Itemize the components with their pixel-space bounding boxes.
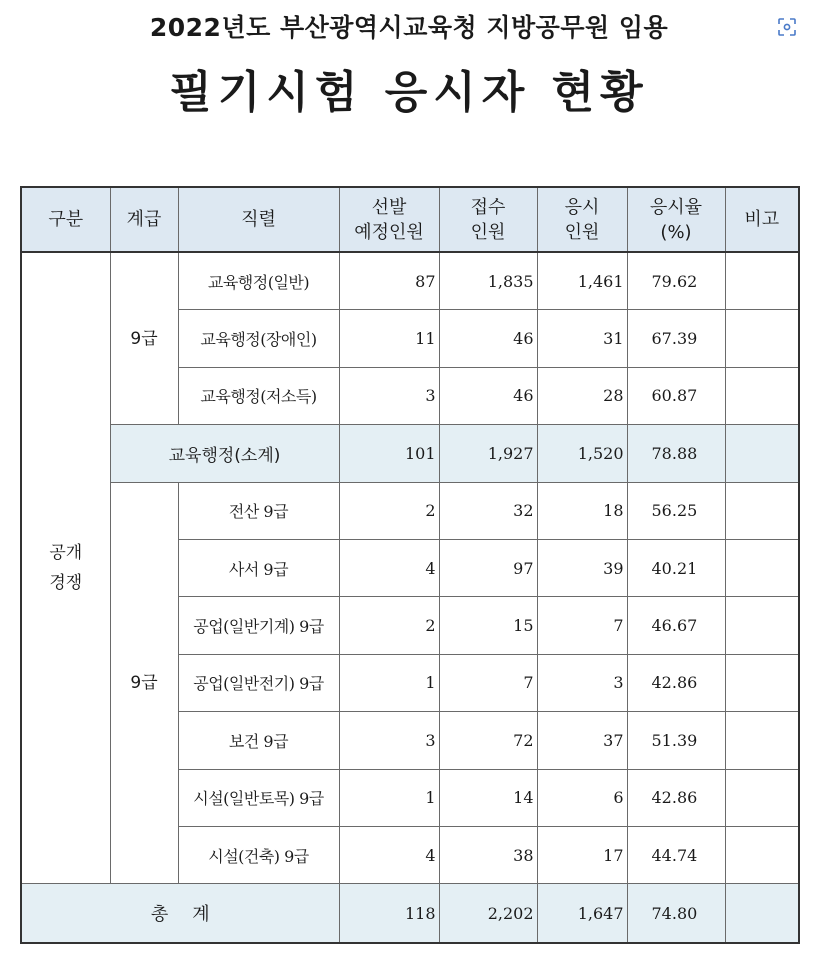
job-cell: 전산 9급 bbox=[178, 482, 339, 539]
applied-cell: 39 bbox=[537, 539, 627, 596]
planned-cell: 87 bbox=[339, 252, 439, 310]
grade-cell: 9급 bbox=[110, 482, 178, 884]
job-cell: 사서 9급 bbox=[178, 539, 339, 596]
planned-cell: 4 bbox=[339, 539, 439, 596]
header-received: 접수 인원 bbox=[439, 187, 537, 252]
grade-cell: 9급 bbox=[110, 252, 178, 425]
rate-cell: 67.39 bbox=[627, 310, 725, 367]
subtotal-row bbox=[21, 425, 799, 482]
page-subtitle: 필기시험 응시자 현황 bbox=[169, 67, 649, 118]
header-note: 비고 bbox=[725, 187, 799, 252]
received-cell: 1,835 bbox=[439, 252, 537, 310]
received-cell: 46 bbox=[439, 310, 537, 367]
applied-cell: 1,520 bbox=[537, 425, 627, 482]
header-planned: 선발 예정인원 bbox=[339, 187, 439, 252]
applied-cell: 17 bbox=[537, 826, 627, 883]
planned-cell: 3 bbox=[339, 712, 439, 769]
job-cell: 보건 9급 bbox=[178, 712, 339, 769]
rate-cell: 74.80 bbox=[627, 884, 725, 944]
planned-cell: 2 bbox=[339, 482, 439, 539]
note-cell bbox=[725, 884, 799, 944]
job-cell: 교육행정(장애인) bbox=[178, 310, 339, 367]
received-cell: 7 bbox=[439, 654, 537, 711]
note-cell bbox=[725, 482, 799, 539]
category-cell: 공개 경쟁 bbox=[21, 252, 110, 884]
note-cell bbox=[725, 539, 799, 596]
received-cell: 14 bbox=[439, 769, 537, 826]
note-cell bbox=[725, 654, 799, 711]
received-cell: 2,202 bbox=[439, 884, 537, 944]
planned-cell: 118 bbox=[339, 884, 439, 944]
job-cell: 공업(일반전기) 9급 bbox=[178, 654, 339, 711]
page-title: 2022년도 부산광역시교육청 지방공무원 임용 bbox=[149, 13, 669, 42]
job-cell: 시설(건축) 9급 bbox=[178, 826, 339, 883]
planned-cell: 1 bbox=[339, 769, 439, 826]
rate-cell: 60.87 bbox=[627, 367, 725, 424]
table-row bbox=[21, 482, 799, 539]
rate-cell: 78.88 bbox=[627, 425, 725, 482]
received-cell: 46 bbox=[439, 367, 537, 424]
rate-cell: 44.74 bbox=[627, 826, 725, 883]
applicant-status-table bbox=[20, 186, 800, 944]
header-applied: 응시 인원 bbox=[537, 187, 627, 252]
job-cell: 공업(일반기계) 9급 bbox=[178, 597, 339, 654]
rate-cell: 42.86 bbox=[627, 654, 725, 711]
received-cell: 72 bbox=[439, 712, 537, 769]
table-header-row bbox=[21, 187, 799, 252]
planned-cell: 3 bbox=[339, 367, 439, 424]
applied-cell: 7 bbox=[537, 597, 627, 654]
received-cell: 32 bbox=[439, 482, 537, 539]
note-cell bbox=[725, 310, 799, 367]
rate-cell: 56.25 bbox=[627, 482, 725, 539]
planned-cell: 4 bbox=[339, 826, 439, 883]
header-category: 구분 bbox=[21, 187, 110, 252]
job-cell: 교육행정(저소득) bbox=[178, 367, 339, 424]
planned-cell: 1 bbox=[339, 654, 439, 711]
scan-icon[interactable] bbox=[778, 18, 796, 36]
note-cell bbox=[725, 252, 799, 310]
rate-cell: 40.21 bbox=[627, 539, 725, 596]
applied-cell: 18 bbox=[537, 482, 627, 539]
planned-cell: 2 bbox=[339, 597, 439, 654]
header-grade: 계급 bbox=[110, 187, 178, 252]
job-cell: 시설(일반토목) 9급 bbox=[178, 769, 339, 826]
applied-cell: 3 bbox=[537, 654, 627, 711]
note-cell bbox=[725, 826, 799, 883]
total-label: 총계 bbox=[21, 884, 339, 944]
received-cell: 1,927 bbox=[439, 425, 537, 482]
note-cell bbox=[725, 769, 799, 826]
header-rate: 응시율 (%) bbox=[627, 187, 725, 252]
header-job: 직렬 bbox=[178, 187, 339, 252]
applied-cell: 37 bbox=[537, 712, 627, 769]
note-cell bbox=[725, 597, 799, 654]
note-cell bbox=[725, 712, 799, 769]
received-cell: 97 bbox=[439, 539, 537, 596]
applied-cell: 28 bbox=[537, 367, 627, 424]
note-cell bbox=[725, 367, 799, 424]
received-cell: 38 bbox=[439, 826, 537, 883]
table-row bbox=[21, 252, 799, 310]
note-cell bbox=[725, 425, 799, 482]
applied-cell: 1,647 bbox=[537, 884, 627, 944]
rate-cell: 46.67 bbox=[627, 597, 725, 654]
total-row bbox=[21, 884, 799, 944]
planned-cell: 11 bbox=[339, 310, 439, 367]
rate-cell: 51.39 bbox=[627, 712, 725, 769]
rate-cell: 79.62 bbox=[627, 252, 725, 310]
rate-cell: 42.86 bbox=[627, 769, 725, 826]
applied-cell: 6 bbox=[537, 769, 627, 826]
received-cell: 15 bbox=[439, 597, 537, 654]
subtotal-label: 교육행정(소계) bbox=[110, 425, 339, 482]
applied-cell: 1,461 bbox=[537, 252, 627, 310]
applied-cell: 31 bbox=[537, 310, 627, 367]
planned-cell: 101 bbox=[339, 425, 439, 482]
job-cell: 교육행정(일반) bbox=[178, 252, 339, 310]
